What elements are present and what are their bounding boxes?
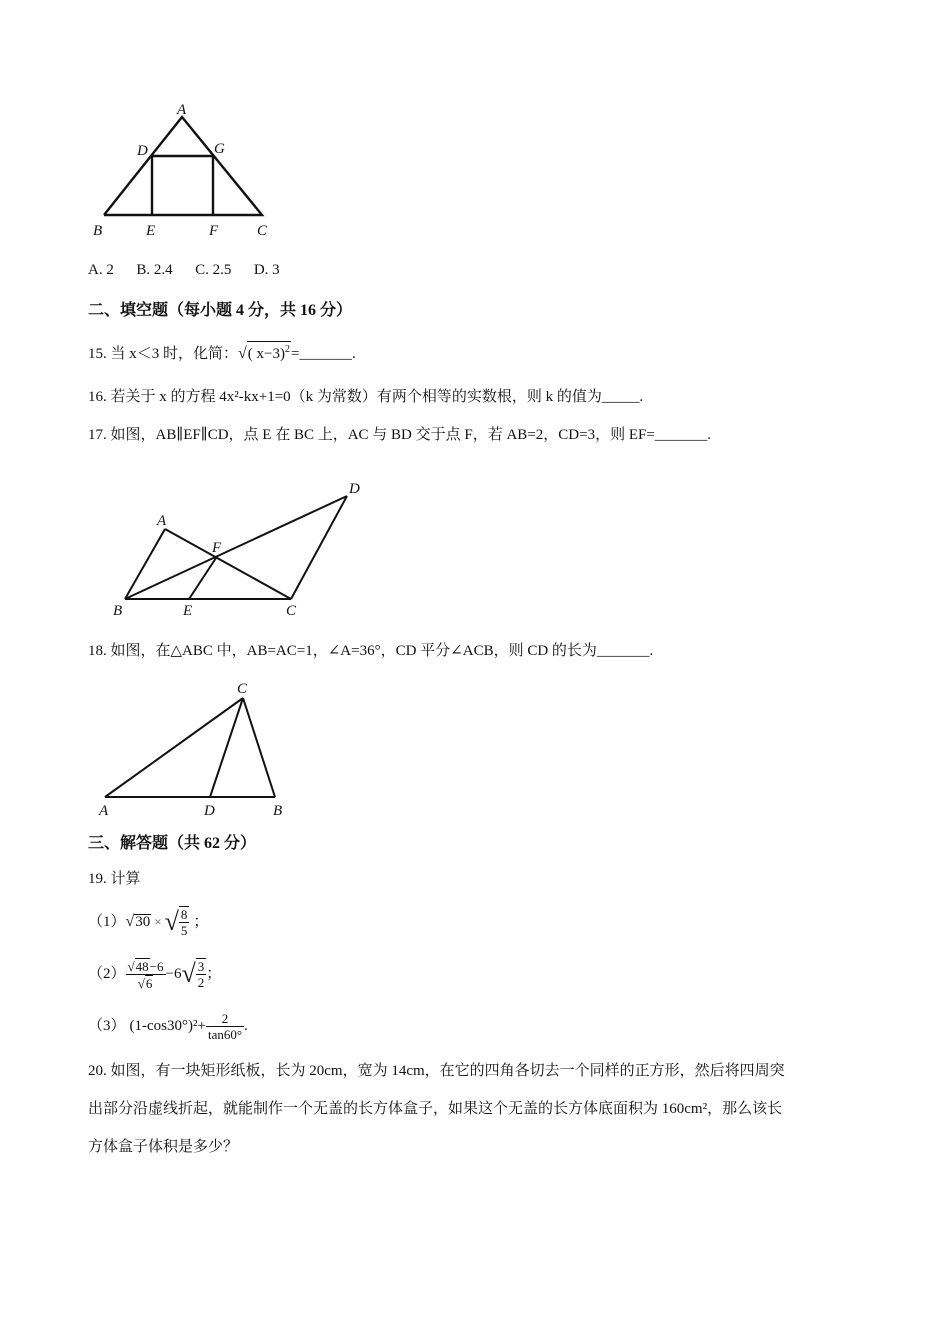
q14-rectangle bbox=[152, 156, 213, 215]
q18-label-a: A bbox=[99, 803, 109, 819]
sqrt-symbol: √ bbox=[164, 907, 179, 936]
q18-line-cd bbox=[210, 698, 243, 797]
q20-line3: 方体盒子体积是多少？ bbox=[88, 1139, 239, 1155]
q19-p3-end: . bbox=[244, 1018, 248, 1034]
q17-line-bd bbox=[125, 496, 347, 599]
q19-p2-end: ； bbox=[206, 966, 222, 982]
q19-p3-expr: (1-cos30°)²+ bbox=[129, 1018, 206, 1034]
q17-line-ab bbox=[125, 529, 165, 599]
q17-line-ef bbox=[189, 558, 216, 599]
q14-label-g: G bbox=[214, 141, 225, 157]
q17-label-b: B bbox=[113, 603, 123, 619]
q14-label-f: F bbox=[209, 223, 219, 239]
q18-line-ac bbox=[105, 698, 243, 797]
q19-part2 bbox=[88, 950, 221, 998]
q15-number: 15. bbox=[88, 346, 107, 362]
q14-label-c: C bbox=[257, 223, 268, 239]
q17-label-c: C bbox=[286, 603, 297, 619]
q17-line-cd bbox=[291, 496, 347, 599]
q18-figure bbox=[95, 678, 295, 823]
q17-label-d: D bbox=[349, 481, 360, 497]
q14-triangle bbox=[104, 117, 262, 215]
q15 bbox=[88, 341, 356, 364]
q19-title: 19. 计算 bbox=[88, 871, 141, 887]
q19-p3-fraction: $\frac{2}{\tan 60^\circ}$ bbox=[207, 1010, 243, 1042]
q18-label-b: B bbox=[273, 803, 283, 819]
q17-label-e: E bbox=[183, 603, 193, 619]
q17-label-f: F bbox=[212, 540, 222, 556]
q17: 17. 如图，AB∥EF∥CD，点 E 在 BC 上，AC 与 BD 交于点 F，若 AB=2，CD=3，则 EF=_______. bbox=[88, 427, 712, 443]
q18: 18. 如图，在△ABC 中，AB=AC=1，∠A=36°，CD 平分∠ACB，则 CD 的长为_______. bbox=[88, 643, 654, 659]
q14-options: A. 2 B. 2.4 C. 2.5 D. 3 bbox=[88, 262, 280, 278]
q19-p1-radicand: 30 bbox=[135, 914, 151, 930]
q16: 16. 若关于 x 的方程 4x²-kx+1=0（k 为常数）有两个相等的实数根，则 k 的值为_____. bbox=[88, 389, 644, 405]
q17-figure bbox=[105, 478, 375, 623]
q19-p1-times: × bbox=[154, 914, 162, 929]
section2-title: 二、填空题（每小题 4 分，共 16 分） bbox=[88, 302, 353, 319]
q19-p1-end: ； bbox=[193, 914, 209, 930]
q15-radicand: ( x−3)$^2$ bbox=[247, 341, 291, 362]
q20-line2: 出部分沿虚线折起，就能制作一个无盖的长方体盒子，如果这个无盖的长方体底面积为 160cm²，那么该长 bbox=[88, 1101, 783, 1117]
q19-part3 bbox=[88, 1002, 248, 1050]
q18-label-c: C bbox=[237, 681, 248, 697]
q14-figure bbox=[85, 98, 285, 243]
sqrt-symbol: √ bbox=[238, 345, 247, 362]
q17-label-a: A bbox=[157, 513, 167, 529]
q15-text: 当 x＜3 时，化简： bbox=[110, 346, 239, 362]
q19-p3-label: （3） bbox=[88, 1018, 126, 1034]
q14-label-d: D bbox=[137, 143, 148, 159]
q15-answer-blank: =_______. bbox=[291, 346, 356, 362]
q19-part1 bbox=[88, 898, 208, 946]
q14-label-e: E bbox=[146, 223, 156, 239]
q18-label-d: D bbox=[204, 803, 215, 819]
sqrt-symbol: √ bbox=[125, 913, 135, 930]
q19-p1-label: （1） bbox=[88, 914, 126, 930]
q19-p2-fraction-root: $\frac{3}{2}$ bbox=[197, 959, 205, 990]
q19-p2-label: （2） bbox=[88, 966, 126, 982]
q17-line-ac bbox=[165, 529, 291, 599]
q19-p1-fraction: $\frac{8}{5}$ bbox=[180, 907, 188, 938]
q20-line1: 20. 如图，有一块矩形纸板，长为 20cm，宽为 14cm，在它的四角各切去一个同样的正方形，然后将四周突 bbox=[88, 1063, 785, 1079]
q19-p2-minus: −6 bbox=[165, 966, 182, 982]
q14-label-b: B bbox=[93, 223, 103, 239]
sqrt-symbol: √ bbox=[181, 959, 196, 988]
q18-line-bc bbox=[243, 698, 275, 797]
q19-p2-fraction-main: $\frac{√48-6}{√6}$ bbox=[127, 958, 164, 991]
section3-title: 三、解答题（共 62 分） bbox=[88, 835, 257, 852]
q15-exponent: 2 bbox=[285, 344, 290, 355]
q14-label-a: A bbox=[177, 102, 187, 118]
